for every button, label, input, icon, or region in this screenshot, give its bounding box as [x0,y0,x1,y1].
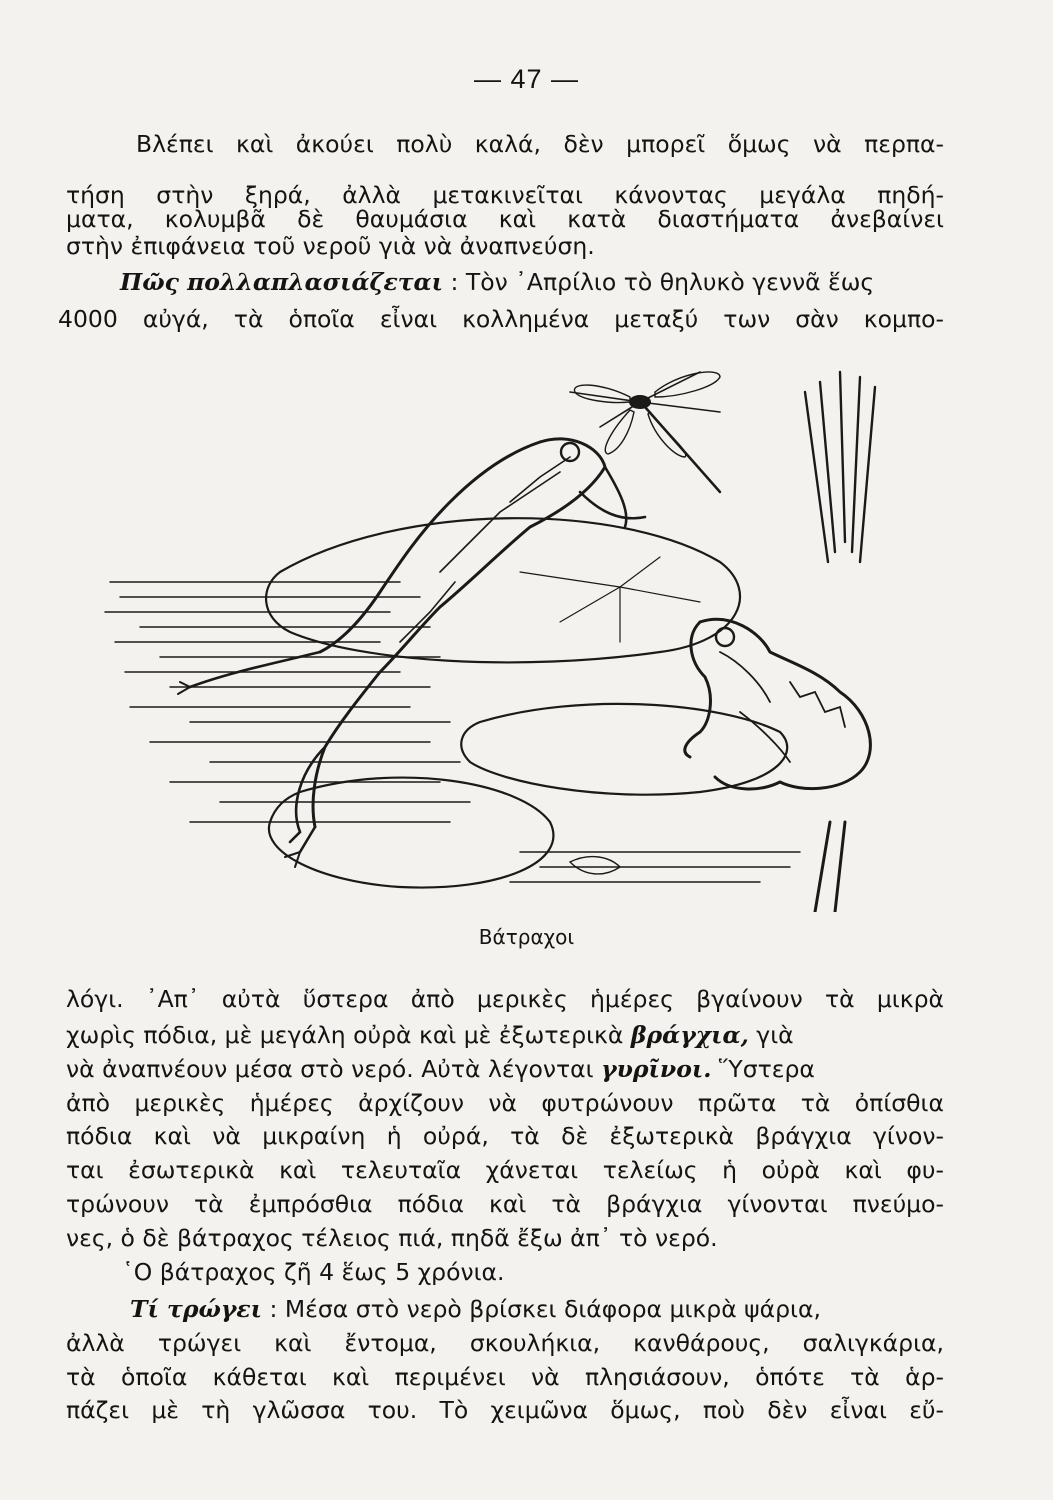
text-line: νες, ὁ δὲ βάτραχος τέλειος πιά, πηδᾶ ἔξω ἀπ᾿ τὸ νερό. [66,1224,718,1252]
text-span: : Τὸν ᾿Απρίλιο τὸ θηλυκὸ γεννᾶ ἕως [443,268,875,296]
text-span: γιὰ [748,1021,794,1049]
text-line: ἀπὸ μερικὲς ἡμέρες ἀρχίζουν νὰ φυτρώνουν πρῶτα τὰ ὀπίσθια [66,1089,944,1117]
text-span: : Μέσα στὸ νερὸ βρίσκει διάφορα μικρὰ ψάρια, [262,1295,821,1323]
text-line: τήση στὴν ξηρά, ἀλλὰ μετακινεῖται κάνοντας μεγάλα πηδή- [66,181,944,209]
section-heading-diet: Τί τρώγει [130,1295,263,1323]
text-line [66,1055,944,1083]
page-number: — 47 — [473,64,580,94]
text-span: Ὕστερα [711,1055,815,1083]
term-gills: βράγχια, [630,1021,749,1049]
text-line: Βλέπει καὶ ἀκούει πολὺ καλά, δὲν μπορεῖ ὅμως νὰ περπα- [136,130,944,158]
text-line: ῾Ο βάτραχος ζῆ 4 ἕως 5 χρόνια. [122,1258,505,1286]
frogs-illustration [100,352,900,912]
term-tadpoles: γυρῖνοι. [601,1055,712,1083]
text-line [130,1295,944,1323]
text-line: ται ἐσωτερικὰ καὶ τελευταῖα χάνεται τελείως ἡ οὐρὰ καὶ φυ- [66,1156,944,1184]
text-span: νὰ ἀναπνέουν μέσα στὸ νερό. Αὐτὰ λέγονται [66,1055,602,1083]
text-line: τὰ ὁποῖα κάθεται καὶ περιμένει νὰ πλησιάσουν, ὁπότε τὰ ἁρ- [66,1363,944,1391]
text-line: 4000 αὐγά, τὰ ὁποῖα εἶναι κολλημένα μεταξύ των σὰν κομπο- [58,305,944,333]
figure-caption: Βάτραχοι [478,925,575,949]
text-line: ἀλλὰ τρώγει καὶ ἔντομα, σκουλήκια, κανθάρους, σαλιγκάρια, [66,1329,944,1357]
text-span: χωρὶς πόδια, μὲ μεγάλη οὐρὰ καὶ μὲ ἐξωτερικὰ [66,1021,631,1049]
text-line [66,1021,944,1049]
text-line: πάζει μὲ τὴ γλῶσσα του. Τὸ χειμῶνα ὅμως, ποὺ δὲν εἶναι εὔ- [66,1396,944,1424]
section-heading-reproduction: Πῶς πολλαπλασιάζεται [120,268,443,296]
text-line [120,268,944,296]
text-line: ματα, κολυμβᾶ δὲ θαυμάσια καὶ κατὰ διαστήματα ἀνεβαίνει [66,205,944,233]
text-line: στὴν ἐπιφάνεια τοῦ νεροῦ γιὰ νὰ ἀναπνεύση. [66,232,595,260]
text-line: πόδια καὶ νὰ μικραίνη ἡ οὐρά, τὰ δὲ ἐξωτερικὰ βράγχια γίνον- [66,1122,944,1150]
text-line: τρώνουν τὰ ἐμπρόσθια πόδια καὶ τὰ βράγχια γίνονται πνεύμο- [66,1190,944,1218]
text-line: λόγι. ᾿Απ᾿ αὐτὰ ὕστερα ἀπὸ μερικὲς ἡμέρες βγαίνουν τὰ μικρὰ [66,985,944,1013]
